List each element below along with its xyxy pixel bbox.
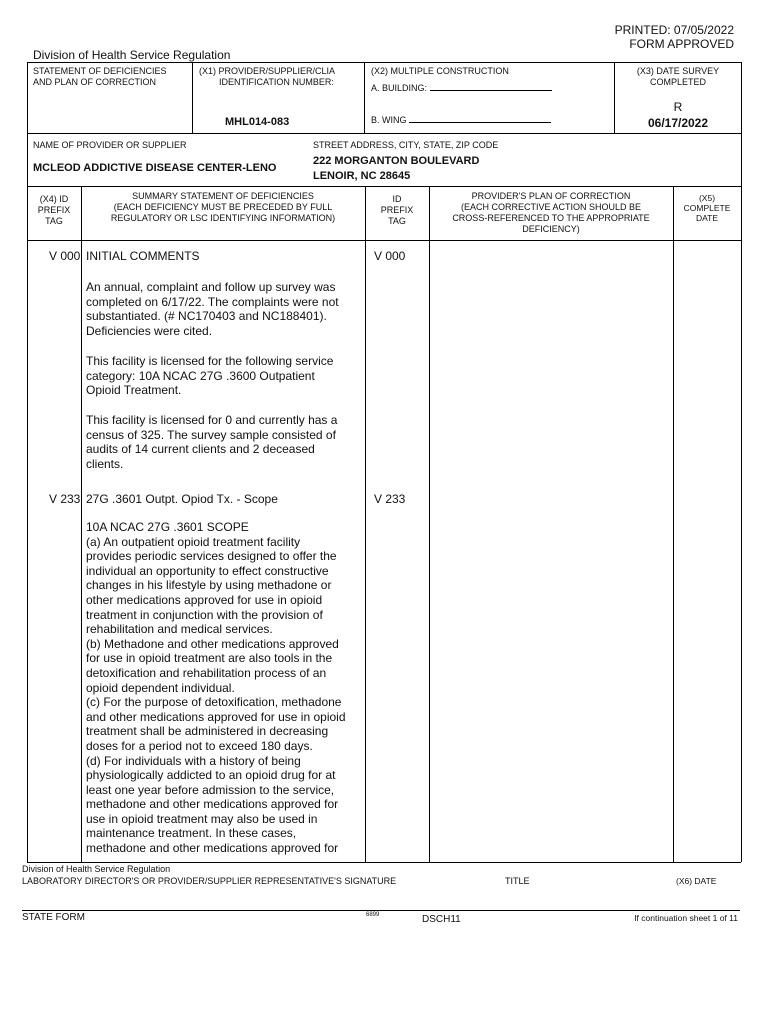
text-line: 10A NCAC 27G .3601 SCOPE: [86, 520, 249, 534]
text-line: use in opioid treatment may also be used in: [86, 811, 318, 826]
col-divider-1: [81, 186, 82, 862]
plan-label-1: PROVIDER'S PLAN OF CORRECTION: [471, 191, 631, 201]
statement-label-1: STATEMENT OF DEFICIENCIES: [33, 66, 167, 76]
summary-label-2: (EACH DEFICIENCY MUST BE PRECEDED BY FULL: [113, 202, 333, 212]
comments-paragraph-3: [86, 413, 337, 471]
x5-label-1: (X5): [698, 193, 716, 203]
text-line: audits of 14 current clients and 2 deceased: [86, 442, 315, 457]
id-label-3: TAG: [388, 216, 406, 226]
text-line: census of 325. The survey sample consisted of: [86, 427, 336, 442]
summary-label-3: REGULATORY OR LSC IDENTIFYING INFORMATION): [110, 213, 336, 223]
printed-date: PRINTED: 07/05/2022: [614, 23, 734, 37]
divider-x2: [364, 62, 365, 133]
text-line: This facility is licensed for the following service: [86, 354, 334, 368]
entry-title-scope: 27G .3601 Outpt. Opiod Tx. - Scope: [86, 492, 278, 506]
text-line: category: 10A NCAC 27G .3600 Outpatient: [86, 368, 315, 383]
plan-label-2: (EACH CORRECTIVE ACTION SHOULD BE: [460, 202, 642, 212]
plan-label-4: DEFICIENCY): [522, 224, 580, 234]
text-line: treatment in conjunction with the provision of: [86, 607, 323, 622]
text-line: for use in opioid treatment are also tools in the: [86, 651, 333, 666]
text-line: (d) For individuals with a history of being: [86, 753, 301, 768]
left-border: [27, 62, 28, 862]
x1-label-1: (X1) PROVIDER/SUPPLIER/CLIA: [199, 66, 336, 76]
col-divider-2: [365, 186, 366, 862]
signature-label: LABORATORY DIRECTOR'S OR PROVIDER/SUPPLIER REPRESENTATIVE'S SIGNATURE: [22, 876, 397, 886]
plan-label-3: CROSS-REFERENCED TO THE APPROPRIATE: [452, 213, 650, 223]
text-line: other medications approved for use in opioid: [86, 592, 323, 607]
division-title: Division of Health Service Regulation: [33, 48, 231, 62]
statement-label-2: AND PLAN OF CORRECTION: [33, 77, 157, 87]
text-line: detoxification and rehabilitation process of an: [86, 665, 327, 680]
continuation-sheet: If continuation sheet 1 of 11: [634, 913, 738, 923]
comments-paragraph-2: [86, 354, 333, 398]
text-line: substantiated. (# NC170403 and NC188401).: [86, 309, 327, 324]
text-line: treatment shall be administered in decreasing: [86, 724, 329, 739]
form-number: 6899: [366, 912, 380, 918]
tag-v000-left: V 000: [49, 249, 81, 263]
x5-label-2: COMPLETE: [683, 203, 731, 213]
footer-rule: [22, 910, 740, 911]
x1-label-2: IDENTIFICATION NUMBER:: [219, 77, 334, 87]
state-form-label: STATE FORM: [22, 912, 85, 923]
x6-date-label: (X6) DATE: [676, 876, 717, 886]
text-line: rehabilitation and medical services.: [86, 622, 273, 637]
text-line: doses for a period not to exceed 180 days.: [86, 738, 313, 753]
text-line: An annual, complaint and follow up survey was: [86, 280, 336, 294]
x2-label: (X2) MULTIPLE CONSTRUCTION: [371, 66, 509, 76]
right-border: [741, 62, 742, 862]
tag-v000-right: V 000: [374, 249, 406, 263]
scope-paragraph: [86, 520, 346, 856]
form-approved: FORM APPROVED: [629, 37, 734, 51]
text-line: physiologically addicted to an opioid drug for at: [86, 768, 336, 783]
id-label-1: ID: [392, 194, 402, 204]
col-divider-3: [429, 186, 430, 862]
building-label: A. BUILDING:: [371, 83, 552, 93]
x4-label-1: (X4) ID: [39, 194, 69, 204]
comments-paragraph-1: [86, 280, 339, 338]
text-line: least one year before admission to the service,: [86, 782, 335, 797]
header-box-mid: [27, 133, 741, 134]
header-box-bottom: [27, 186, 741, 187]
text-line: This facility is licensed for 0 and currently has a: [86, 413, 338, 427]
x4-label-3: TAG: [45, 216, 63, 226]
x3-label-1: (X3) DATE SURVEY: [636, 66, 720, 76]
tag-v233-left: V 233: [49, 492, 81, 506]
survey-date: 06/17/2022: [647, 116, 709, 130]
wing-label: B. WING: [371, 115, 551, 125]
x5-label-3: DATE: [695, 213, 719, 223]
content-bottom: [27, 862, 741, 863]
entry-title-initial-comments: INITIAL COMMENTS: [86, 249, 200, 263]
text-line: methadone and other medications approved for: [86, 797, 339, 812]
text-line: maintenance treatment. In these cases,: [86, 826, 297, 841]
divider-x1: [192, 62, 193, 133]
address-line2: LENOIR, NC 28645: [313, 170, 411, 182]
address-line1: 222 MORGANTON BOULEVARD: [313, 155, 480, 167]
provider-id: MHL014-083: [225, 116, 290, 128]
text-line: changes in his lifestyle by using methadone or: [86, 578, 332, 593]
col-divider-4: [673, 186, 674, 862]
text-line: Opioid Treatment.: [86, 383, 182, 398]
text-line: and other medications approved for use in opioid: [86, 709, 346, 724]
text-line: (b) Methadone and other medications approved: [86, 636, 339, 651]
x3-label-2: COMPLETED: [649, 77, 706, 87]
text-line: methadone and other medications approved for: [86, 841, 339, 856]
text-line: provides periodic services designed to offer the: [86, 549, 337, 564]
text-line: (c) For the purpose of detoxification, methadone: [86, 695, 342, 710]
text-line: individual an opportunity to effect constructive: [86, 563, 329, 578]
x4-label-2: PREFIX: [37, 205, 71, 215]
footer-division: Division of Health Service Regulation: [22, 864, 171, 874]
wing-field: [409, 122, 551, 123]
summary-label-1: SUMMARY STATEMENT OF DEFICIENCIES: [132, 191, 314, 201]
text-line: (a) An outpatient opioid treatment facility: [86, 534, 301, 549]
x3-flag: R: [673, 100, 683, 114]
title-label: TITLE: [505, 876, 530, 886]
column-header-bottom: [27, 240, 741, 241]
building-field: [430, 90, 552, 91]
provider-name: MCLEOD ADDICTIVE DISEASE CENTER-LENO: [33, 162, 277, 174]
header-box-top: [27, 62, 741, 63]
text-line: Deficiencies were cited.: [86, 323, 213, 338]
text-line: clients.: [86, 456, 124, 471]
provider-name-label: NAME OF PROVIDER OR SUPPLIER: [33, 140, 187, 150]
event-id: DSCH11: [422, 914, 461, 925]
text-line: opioid dependent individual.: [86, 680, 235, 695]
tag-v233-right: V 233: [374, 492, 406, 506]
text-line: completed on 6/17/22. The complaints were not: [86, 294, 339, 309]
id-label-2: PREFIX: [380, 205, 414, 215]
address-label: STREET ADDRESS, CITY, STATE, ZIP CODE: [313, 140, 499, 150]
